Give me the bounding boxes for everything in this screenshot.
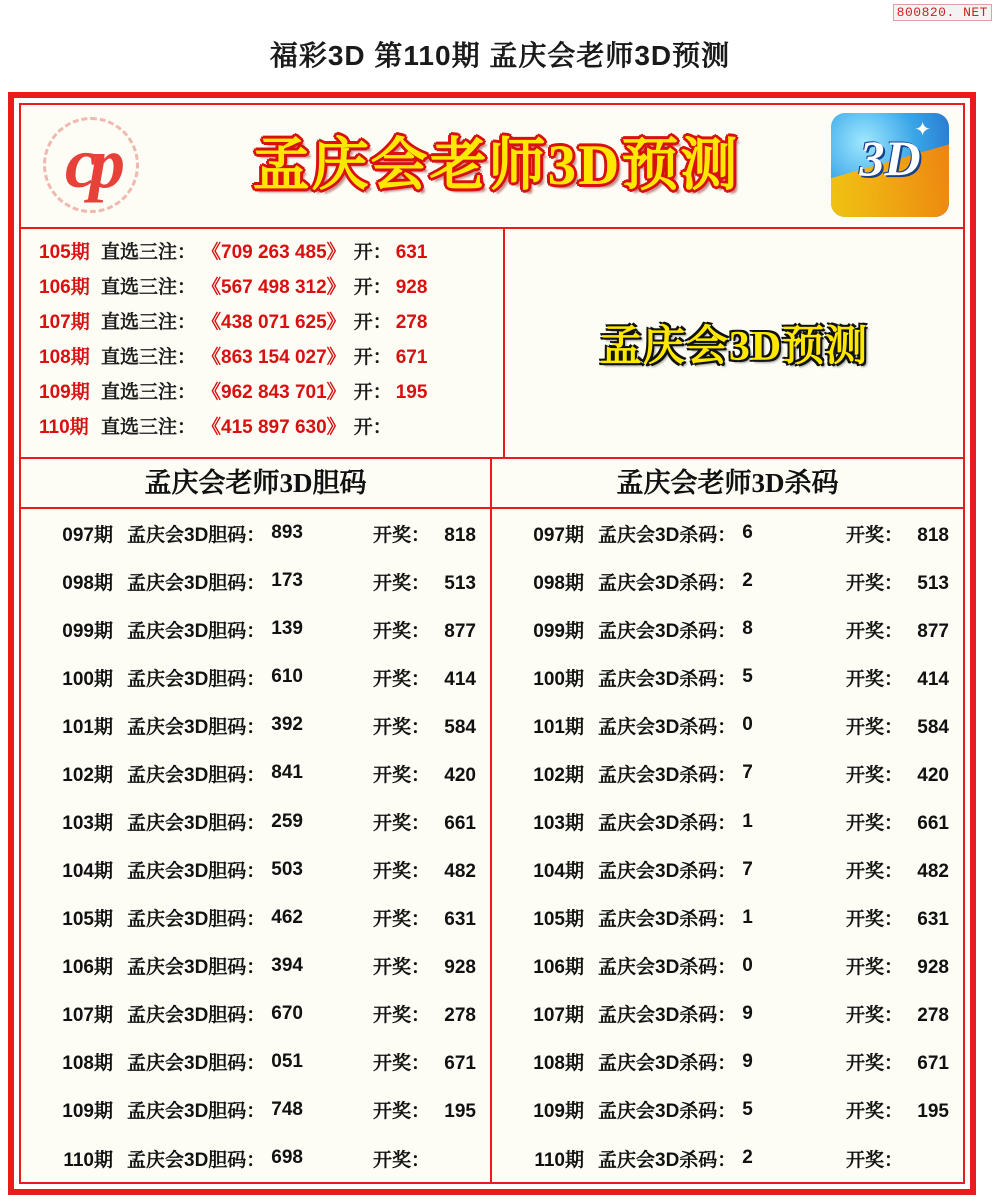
- prediction-numbers: 《962 843 701》: [202, 382, 346, 403]
- table-row: [492, 701, 963, 749]
- row-label: 孟庆会3D杀码：: [598, 716, 737, 738]
- table-row: [492, 990, 963, 1038]
- row-open-value: 513: [917, 572, 949, 594]
- row-code: 0: [742, 954, 753, 976]
- table-row: [492, 846, 963, 894]
- prediction-type: 直选三注：: [101, 347, 197, 368]
- row-code: 610: [271, 666, 303, 688]
- row-issue: 097期: [62, 524, 113, 546]
- prediction-open-label: 开：: [353, 312, 392, 333]
- kill-code-table-body: [492, 509, 963, 1182]
- prediction-open-value: 631: [395, 242, 428, 263]
- row-open: [373, 616, 490, 643]
- row-open-label: 开奖：: [845, 813, 903, 834]
- row-issue: 105期: [533, 909, 584, 931]
- row-open: [373, 952, 490, 979]
- row-issue: 106期: [62, 957, 113, 979]
- list-item: [21, 272, 503, 307]
- row-code: 1: [742, 906, 753, 928]
- row-label: 孟庆会3D胆码：: [127, 1149, 266, 1171]
- page-title: 福彩3D 第110期 孟庆会老师3D预测: [269, 40, 731, 71]
- row-issue: 100期: [62, 668, 113, 690]
- row-open: [373, 760, 490, 787]
- row-open-value: 928: [917, 957, 949, 979]
- row-label: 孟庆会3D杀码：: [598, 1053, 737, 1075]
- row-code: 503: [271, 858, 303, 880]
- prediction-numbers: 《709 263 485》: [202, 242, 346, 263]
- row-open-value: 877: [917, 620, 949, 642]
- row-open-value: 928: [444, 957, 476, 979]
- row-open-value: 671: [917, 1053, 949, 1075]
- table-row: [21, 653, 490, 701]
- prediction-type: 直选三注：: [101, 312, 197, 333]
- list-item: [21, 237, 503, 272]
- row-code: 8: [742, 618, 753, 640]
- row-code: 1: [742, 810, 753, 832]
- table-row: [492, 557, 963, 605]
- kill-code-table: [492, 459, 963, 1182]
- row-label: 孟庆会3D胆码：: [127, 764, 266, 786]
- table-row: [492, 749, 963, 797]
- prediction-poster: [8, 92, 976, 1195]
- row-label: 孟庆会3D胆码：: [127, 1101, 266, 1123]
- row-open: [846, 568, 963, 595]
- row-open-label: 开奖：: [372, 861, 430, 883]
- row-label: 孟庆会3D杀码：: [598, 909, 737, 931]
- row-open: [846, 616, 963, 643]
- row-code: 5: [742, 1098, 753, 1120]
- row-label: 孟庆会3D胆码：: [127, 813, 266, 834]
- row-open-label: 开奖：: [372, 764, 430, 786]
- table-row: [492, 1038, 963, 1086]
- row-issue: 108期: [533, 1053, 584, 1075]
- tables-section: [21, 459, 963, 1182]
- row-issue: 101期: [533, 716, 584, 738]
- row-issue: 102期: [62, 764, 113, 786]
- table-row: [21, 1134, 490, 1182]
- row-open: [846, 1048, 963, 1075]
- prediction-issue: 107期: [39, 312, 90, 333]
- row-open-value: 671: [444, 1053, 476, 1075]
- row-code: 392: [271, 714, 303, 736]
- prediction-open-value: 928: [395, 277, 428, 298]
- dan-code-table-body: [21, 509, 490, 1182]
- row-label: 孟庆会3D胆码：: [127, 1005, 266, 1027]
- row-issue: 109期: [62, 1101, 113, 1123]
- row-open: [373, 1000, 490, 1027]
- row-issue: 108期: [62, 1053, 113, 1075]
- row-open-value: 818: [444, 524, 476, 546]
- row-open-value: 818: [917, 524, 949, 546]
- row-open-value: 661: [444, 813, 476, 834]
- row-open-label: 开奖：: [845, 620, 903, 642]
- row-open-value: 877: [444, 620, 476, 642]
- row-open-value: 420: [917, 764, 949, 786]
- row-label: 孟庆会3D杀码：: [598, 620, 737, 642]
- row-code: 051: [271, 1050, 303, 1072]
- prediction-open-value: 195: [395, 382, 428, 403]
- row-issue: 101期: [62, 716, 113, 738]
- table-row: [492, 894, 963, 942]
- row-open-value: 584: [917, 716, 949, 738]
- row-open-label: 开奖：: [845, 524, 903, 546]
- row-code: 7: [742, 858, 753, 880]
- prediction-type: 直选三注：: [101, 382, 197, 403]
- row-open-value: 278: [917, 1005, 949, 1027]
- prediction-open-value: 278: [395, 312, 428, 333]
- row-open-label: 开奖：: [845, 1101, 903, 1123]
- row-open-value: 513: [444, 572, 476, 594]
- row-open-label: 开奖：: [845, 909, 903, 931]
- row-open: [373, 1145, 490, 1172]
- poster-header: [21, 105, 963, 229]
- row-issue: 100期: [533, 668, 584, 690]
- row-open-value: 631: [917, 909, 949, 931]
- prediction-type: 直选三注：: [101, 277, 197, 298]
- table-row: [492, 1086, 963, 1134]
- star-icon: ✦: [914, 119, 931, 141]
- row-open-label: 开奖：: [372, 524, 430, 546]
- site-watermark: 800820. NET: [893, 4, 992, 21]
- list-item: [21, 342, 503, 377]
- table-row: [21, 701, 490, 749]
- row-code: 2: [742, 1147, 753, 1169]
- row-open-label: 开奖：: [845, 764, 903, 786]
- row-issue: 110期: [534, 1149, 584, 1171]
- prediction-open-label: 开：: [353, 347, 392, 368]
- row-label: 孟庆会3D杀码：: [598, 861, 737, 883]
- row-code: 259: [271, 810, 303, 832]
- row-open-label: 开奖：: [845, 668, 903, 690]
- logo-cp-glyph: cp: [65, 123, 117, 203]
- table-row: [21, 797, 490, 845]
- row-open-label: 开奖：: [372, 1053, 430, 1075]
- table-row: [21, 846, 490, 894]
- row-code: 698: [271, 1147, 303, 1169]
- row-code: 670: [271, 1002, 303, 1024]
- row-code: 748: [271, 1098, 303, 1120]
- row-open-label: 开奖：: [372, 957, 430, 979]
- row-open-label: 开奖：: [845, 572, 903, 594]
- table-row: [21, 894, 490, 942]
- table-row: [21, 749, 490, 797]
- row-issue: 107期: [533, 1005, 584, 1027]
- table-row: [492, 942, 963, 990]
- row-code: 0: [742, 714, 753, 736]
- prediction-open-label: 开：: [353, 277, 392, 298]
- row-open-label: 开奖：: [372, 1005, 430, 1027]
- row-label: 孟庆会3D胆码：: [127, 909, 266, 931]
- row-open: [373, 1048, 490, 1075]
- table-row: [492, 509, 963, 557]
- row-open-value: 414: [444, 668, 476, 690]
- prediction-numbers: 《415 897 630》: [202, 417, 346, 438]
- prediction-numbers: 《438 071 625》: [202, 312, 346, 333]
- row-label: 孟庆会3D杀码：: [598, 668, 737, 690]
- row-label: 孟庆会3D胆码：: [127, 716, 266, 738]
- row-issue: 109期: [533, 1101, 584, 1123]
- row-label: 孟庆会3D杀码：: [598, 1005, 737, 1027]
- row-open-label: 开奖：: [845, 861, 903, 883]
- table-row: [492, 605, 963, 653]
- row-open: [846, 856, 963, 883]
- row-open: [846, 1000, 963, 1027]
- row-code: 9: [742, 1002, 753, 1024]
- row-open: [846, 808, 963, 835]
- table-row: [21, 557, 490, 605]
- row-issue: 103期: [62, 813, 113, 834]
- row-issue: 107期: [62, 1005, 113, 1027]
- row-code: 2: [742, 570, 753, 592]
- row-open: [846, 904, 963, 931]
- row-open-label: 开奖：: [845, 1005, 903, 1027]
- row-code: 394: [271, 954, 303, 976]
- row-label: 孟庆会3D杀码：: [598, 957, 737, 979]
- row-code: 841: [271, 762, 303, 784]
- prediction-history-list: [21, 229, 505, 457]
- row-issue: 102期: [533, 764, 584, 786]
- table-row: [21, 942, 490, 990]
- list-item: [21, 377, 503, 412]
- row-code: 9: [742, 1050, 753, 1072]
- list-item: [21, 307, 503, 342]
- row-open-label: 开奖：: [372, 1149, 430, 1171]
- table-row: [492, 797, 963, 845]
- row-open-label: 开奖：: [845, 957, 903, 979]
- row-open: [373, 904, 490, 931]
- row-open: [846, 1096, 963, 1123]
- row-code: 5: [742, 666, 753, 688]
- row-issue: 099期: [62, 620, 113, 642]
- row-issue: 104期: [62, 861, 113, 883]
- row-open-value: 195: [444, 1101, 476, 1123]
- upper-section: [21, 229, 963, 459]
- brand-title: 孟庆会3D预测: [599, 324, 869, 370]
- row-code: 139: [271, 618, 303, 640]
- lottery-3d-logo-icon: [831, 113, 949, 217]
- row-issue: 098期: [62, 572, 113, 594]
- row-open: [373, 568, 490, 595]
- row-label: 孟庆会3D胆码：: [127, 524, 266, 546]
- row-issue: 106期: [533, 957, 584, 979]
- table-row: [492, 1134, 963, 1182]
- row-issue: 099期: [533, 620, 584, 642]
- row-open-value: 414: [917, 668, 949, 690]
- prediction-numbers: 《567 498 312》: [202, 277, 346, 298]
- dan-code-table: [21, 459, 492, 1182]
- row-label: 孟庆会3D杀码：: [598, 1101, 737, 1123]
- row-issue: 110期: [63, 1149, 113, 1171]
- row-open-label: 开奖：: [372, 620, 430, 642]
- row-issue: 098期: [533, 572, 584, 594]
- row-issue: 103期: [533, 813, 584, 834]
- row-open: [846, 760, 963, 787]
- logo-3d-text: 3D: [859, 130, 921, 186]
- row-open-label: 开奖：: [845, 1053, 903, 1075]
- row-open-value: 661: [917, 813, 949, 834]
- row-open-value: 631: [444, 909, 476, 931]
- row-open: [373, 856, 490, 883]
- row-open: [373, 520, 490, 547]
- china-welfare-lottery-logo-icon: [37, 113, 145, 219]
- table-row: [21, 509, 490, 557]
- row-open-value: 482: [917, 861, 949, 883]
- row-code: 7: [742, 762, 753, 784]
- row-open-value: 420: [444, 764, 476, 786]
- table-row: [21, 605, 490, 653]
- row-issue: 104期: [533, 861, 584, 883]
- row-label: 孟庆会3D杀码：: [598, 764, 737, 786]
- row-open: [846, 952, 963, 979]
- row-open-label: 开奖：: [372, 572, 430, 594]
- prediction-issue: 109期: [39, 382, 90, 403]
- brand-panel: [505, 229, 963, 457]
- row-open: [846, 712, 963, 739]
- row-open: [373, 712, 490, 739]
- row-label: 孟庆会3D杀码：: [598, 524, 737, 546]
- row-label: 孟庆会3D杀码：: [598, 1149, 737, 1171]
- row-label: 孟庆会3D胆码：: [127, 668, 266, 690]
- row-open: [373, 1096, 490, 1123]
- prediction-type: 直选三注：: [101, 417, 197, 438]
- table-row: [21, 1086, 490, 1134]
- table-row: [21, 990, 490, 1038]
- row-open: [846, 520, 963, 547]
- row-label: 孟庆会3D杀码：: [598, 572, 737, 594]
- table-row: [492, 653, 963, 701]
- poster-inner-frame: [19, 103, 965, 1184]
- row-open-value: 278: [444, 1005, 476, 1027]
- row-label: 孟庆会3D胆码：: [127, 572, 266, 594]
- prediction-issue: 105期: [39, 242, 90, 263]
- row-open-value: 584: [444, 716, 476, 738]
- kill-code-table-header: 孟庆会老师3D杀码: [492, 459, 963, 509]
- row-label: 孟庆会3D胆码：: [127, 861, 266, 883]
- prediction-issue: 108期: [39, 347, 90, 368]
- row-code: 462: [271, 906, 303, 928]
- row-label: 孟庆会3D胆码：: [127, 957, 266, 979]
- prediction-open-label: 开：: [353, 242, 392, 263]
- dan-code-table-header: 孟庆会老师3D胆码: [21, 459, 490, 509]
- row-code: 893: [271, 522, 303, 544]
- row-open: [846, 664, 963, 691]
- list-item: [21, 412, 503, 447]
- row-open-label: 开奖：: [845, 716, 903, 738]
- prediction-issue: 106期: [39, 277, 90, 298]
- prediction-open-value: 671: [395, 347, 428, 368]
- row-label: 孟庆会3D胆码：: [127, 620, 266, 642]
- prediction-open-label: 开：: [353, 417, 392, 438]
- row-open-value: 482: [444, 861, 476, 883]
- row-open-label: 开奖：: [845, 1149, 903, 1171]
- row-label: 孟庆会3D胆码：: [127, 1053, 266, 1075]
- row-open: [373, 664, 490, 691]
- table-row: [21, 1038, 490, 1086]
- prediction-issue: 110期: [39, 417, 89, 438]
- row-open: [846, 1145, 963, 1172]
- row-open-value: 195: [917, 1101, 949, 1123]
- row-open-label: 开奖：: [372, 909, 430, 931]
- row-open-label: 开奖：: [372, 668, 430, 690]
- row-code: 173: [271, 570, 303, 592]
- row-code: 6: [742, 522, 753, 544]
- prediction-open-label: 开：: [353, 382, 392, 403]
- row-open-label: 开奖：: [372, 813, 430, 834]
- row-issue: 105期: [62, 909, 113, 931]
- poster-main-title: 孟庆会老师3D预测: [252, 134, 740, 197]
- prediction-type: 直选三注：: [101, 242, 197, 263]
- prediction-numbers: 《863 154 027》: [202, 347, 346, 368]
- row-open-label: 开奖：: [372, 716, 430, 738]
- row-issue: 097期: [533, 524, 584, 546]
- row-open: [373, 808, 490, 835]
- row-label: 孟庆会3D杀码：: [598, 813, 737, 834]
- row-open-label: 开奖：: [372, 1101, 430, 1123]
